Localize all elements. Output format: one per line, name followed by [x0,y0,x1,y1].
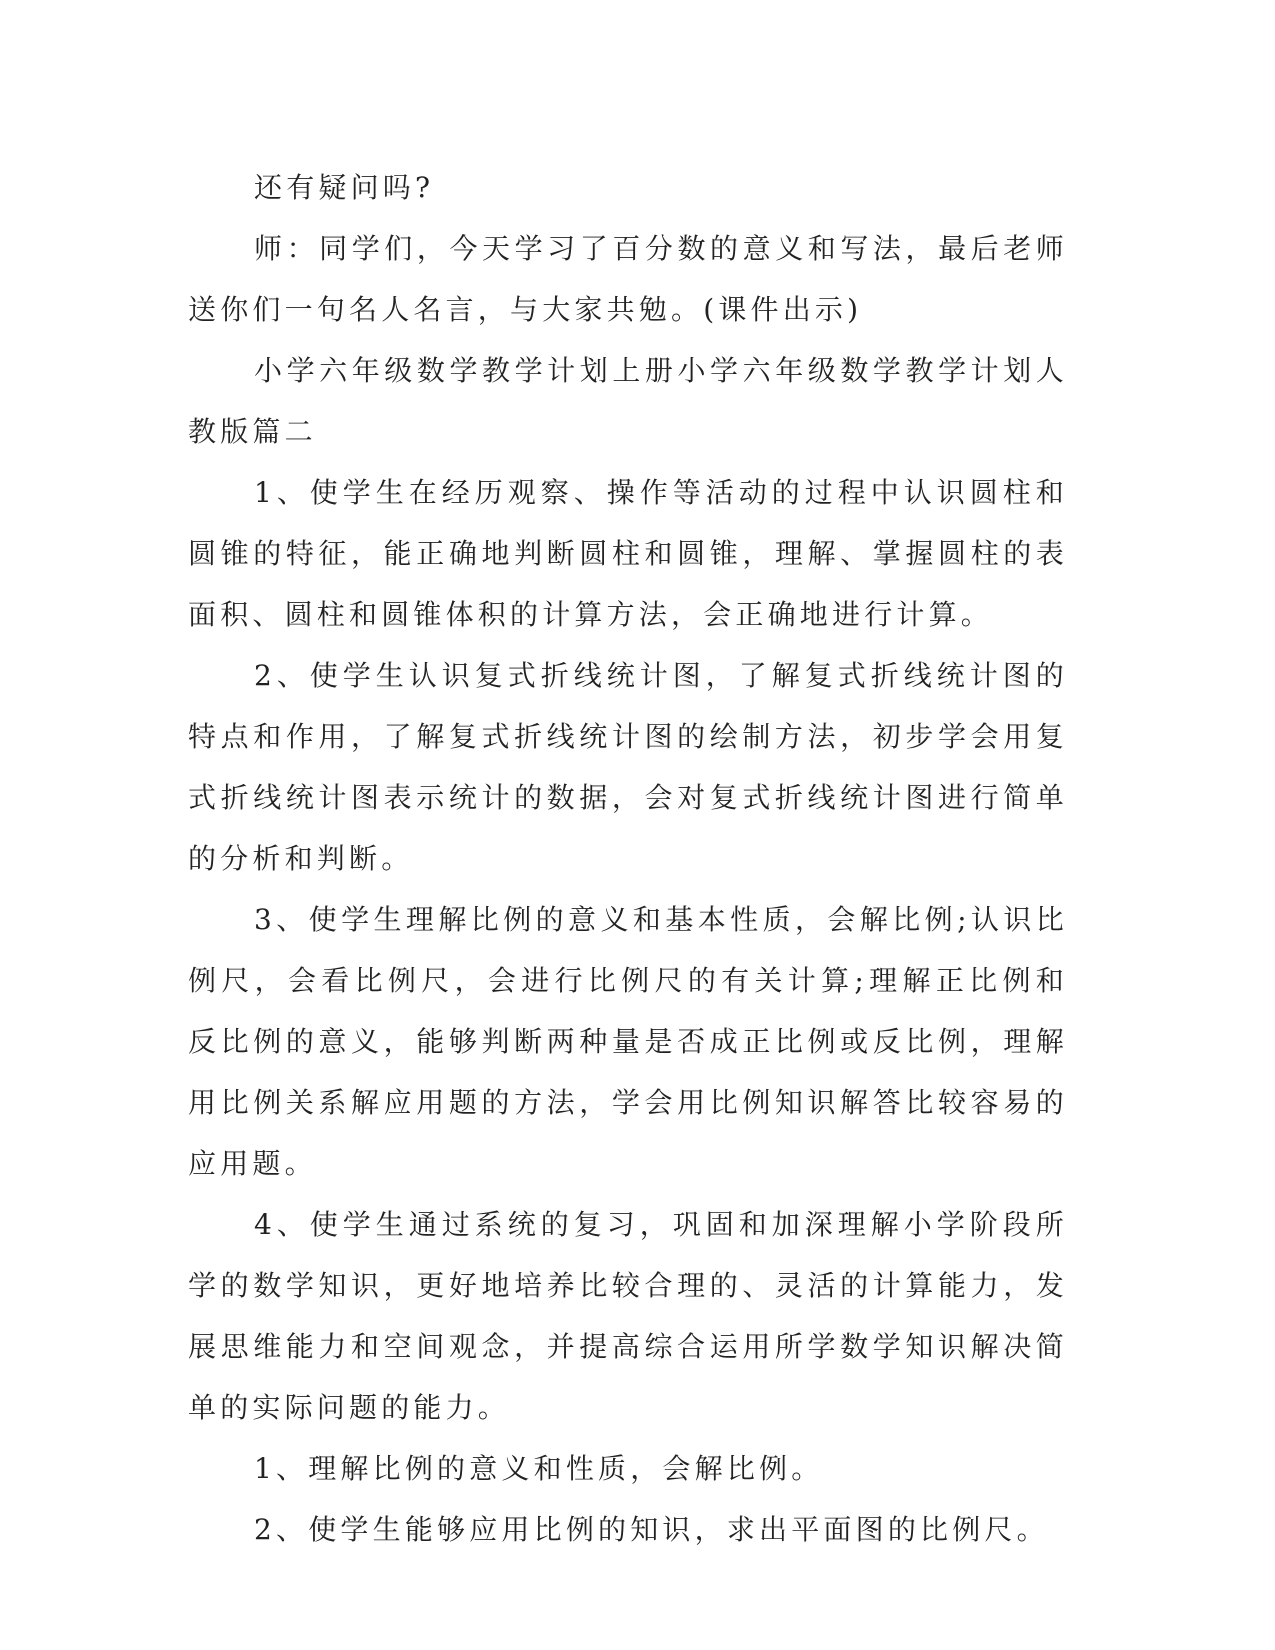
paragraph-5: 2、使学生认识复式折线统计图，了解复式折线统计图的特点和作用，了解复式折线统计图的绘制方法，初步学会用复式折线统计图表示统计的数据，会对复式折线统计图进行简单的分析和判断。 [188,659,1068,875]
paragraph-1: 还有疑问吗? [254,171,435,204]
paragraph-7: 4、使学生通过系统的复习，巩固和加深理解小学阶段所学的数学知识，更好地培养比较合理的、灵活的计算能力，发展思维能力和空间观念，并提高综合运用所学数学知识解决简单的实际问题的能力。 [188,1208,1068,1424]
paragraph-3-heading: 小学六年级数学教学计划上册小学六年级数学教学计划人教版篇二 [188,354,1068,448]
document-body [188,157,1068,1560]
paragraph-6: 3、使学生理解比例的意义和基本性质，会解比例;认识比例尺，会看比例尺，会进行比例尺的有关计算;理解正比例和反比例的意义，能够判断两种量是否成正比例或反比例，理解用比例关系解应用题的方法，学会用比例知识解答比较容易的应用题。 [188,903,1068,1180]
paragraph-8: 1、理解比例的意义和性质，会解比例。 [254,1452,824,1485]
paragraph-9: 2、使学生能够应用比例的知识，求出平面图的比例尺。 [254,1513,1049,1546]
paragraph-4: 1、使学生在经历观察、操作等活动的过程中认识圆柱和圆锥的特征，能正确地判断圆柱和圆锥，理解、掌握圆柱的表面积、圆柱和圆锥体积的计算方法，会正确地进行计算。 [188,476,1068,631]
paragraph-2: 师：同学们，今天学习了百分数的意义和写法，最后老师送你们一句名人名言，与大家共勉。(课件出示) [188,232,1068,326]
